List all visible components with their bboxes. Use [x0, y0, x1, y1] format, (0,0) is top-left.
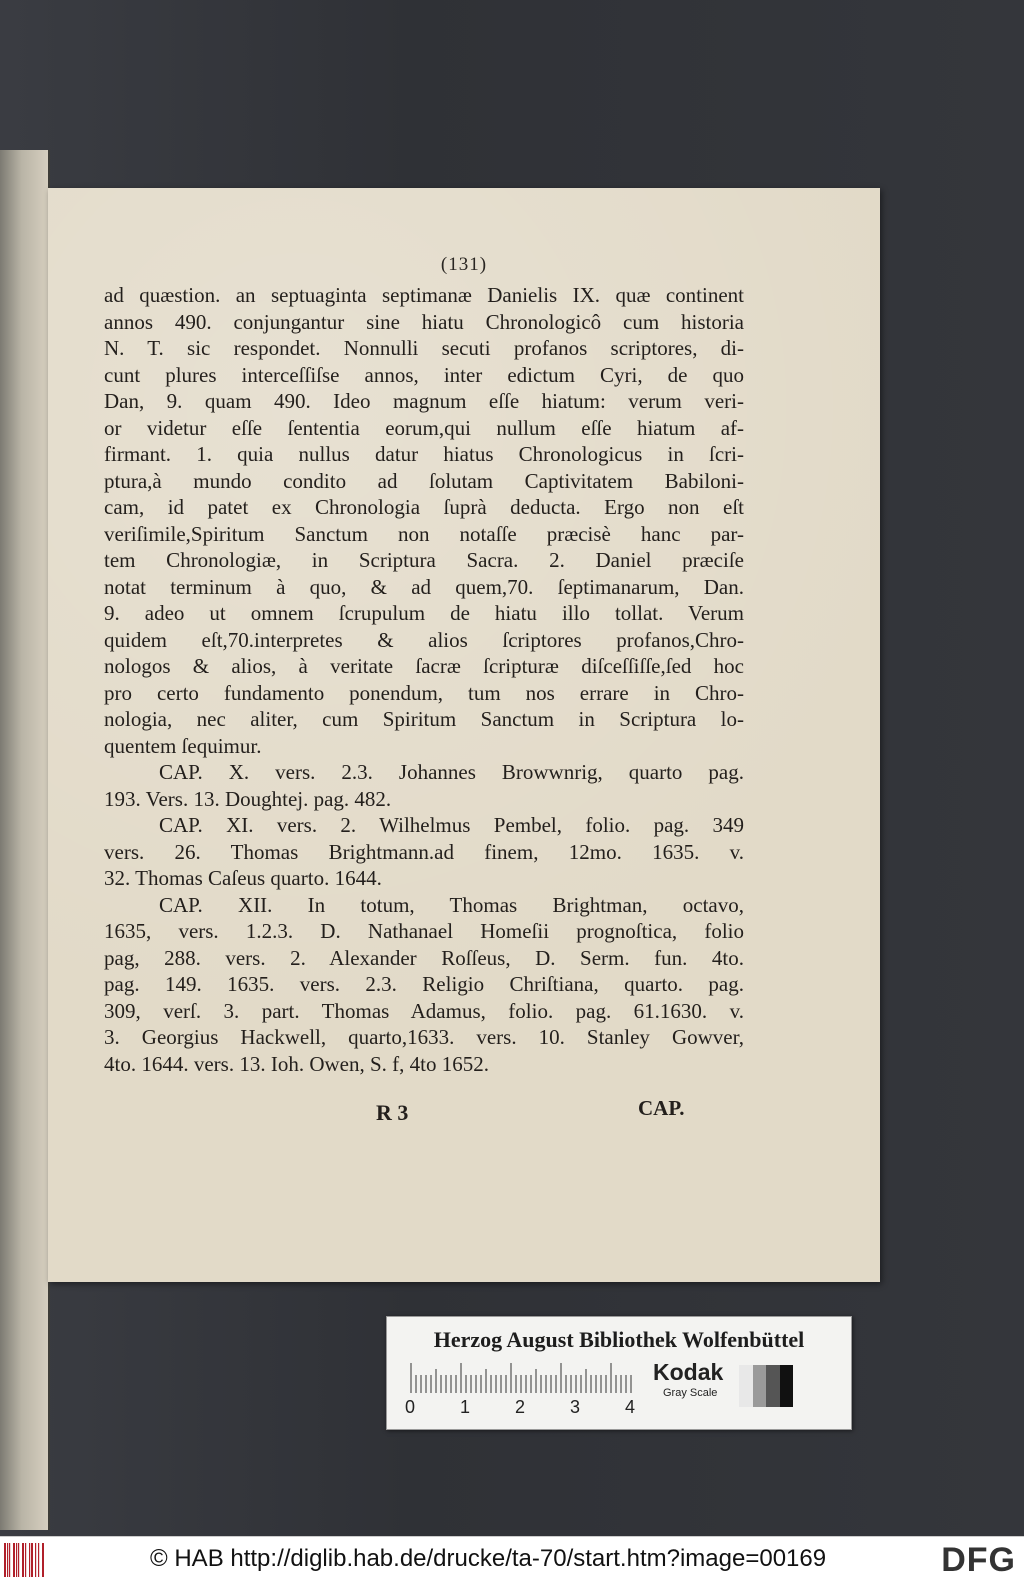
body-text [104, 282, 744, 1077]
text-line: CAP. X. vers. 2.3. Johannes Browwnrig, quarto pag. [159, 760, 744, 784]
ruler-icon [409, 1363, 639, 1397]
catchword: CAP. [638, 1096, 685, 1120]
ruler-number: 1 [460, 1397, 471, 1417]
text-line: pag. 149. 1635. vers. 2.3. Religio Chriſtiana, quarto. pag. [104, 972, 744, 996]
text-line: ad quæstion. an septuaginta septimanæ Danielis IX. quæ continent [104, 283, 744, 307]
text-line: tem Chronologiæ, in Scriptura Sacra. 2. Daniel præciſe [104, 548, 744, 572]
text-line: CAP. XII. In totum, Thomas Brightman, octavo, [159, 892, 744, 917]
text-line: nologia, nec aliter, cum Spiritum Sanctum in Scriptura lo- [104, 707, 744, 731]
text-line: firmant. 1. quia nullus datur hiatus Chronologicus in ſcri- [104, 442, 744, 466]
copyright-url: © HAB http://diglib.hab.de/drucke/ta-70/start.htm?image=00169 [150, 1545, 827, 1572]
text-line: 309, verſ. 3. part. Thomas Adamus, folio. pag. 61.1630. v. [104, 998, 744, 1023]
text-line: N. T. sic respondet. Nonnulli secuti profanos scriptores, di- [104, 336, 744, 360]
previous-page-edge [0, 150, 50, 1530]
text-line: nologos & alios, à veritate ſacræ ſcripturæ diſceſſiſſe,ſed hoc [104, 654, 744, 678]
gray-scale-patch-icon [739, 1365, 793, 1407]
ruler-number: 2 [515, 1397, 526, 1417]
book-page [48, 188, 880, 1282]
text-line: or videtur eſſe ſententia eorum,qui nullum eſſe hiatum af- [104, 415, 744, 440]
text-line: cunt plures interceſſiſse annos, inter edictum Cyri, de quo [104, 362, 744, 387]
ruler-numbers [405, 1397, 645, 1421]
ruler-number: 3 [570, 1397, 581, 1417]
barcode-icon [4, 1543, 46, 1577]
text-line: Dan, 9. quam 490. Ideo magnum eſſe hiatum: verum veri- [104, 389, 744, 413]
footer-bar [0, 1536, 1024, 1583]
text-line: CAP. XI. vers. 2. Wilhelmus Pembel, folio. pag. 349 [159, 813, 744, 837]
text-line: annos 490. conjungantur sine hiatu Chronologicô cum historia [104, 309, 744, 334]
text-line: 4to. 1644. vers. 13. Ioh. Owen, S. f, 4to 1652. [104, 1051, 489, 1076]
text-line: pro certo fundamento ponendum, tum nos errare in Chro- [104, 680, 744, 705]
text-line: quentem ſequimur. [104, 733, 262, 758]
text-line: 3. Georgius Hackwell, quarto,1633. vers. 10. Stanley Gowver, [104, 1025, 744, 1049]
gray-scale-label: Gray Scale [663, 1387, 718, 1399]
text-line: 1635, vers. 1.2.3. D. Nathanael Homeſii prognoſtica, folio [104, 919, 744, 943]
kodak-brand: Kodak [653, 1359, 724, 1385]
ruler-number: 0 [405, 1397, 416, 1417]
text-line: cam, id patet ex Chronologia ſuprà deducta. Ergo non eſt [104, 495, 744, 519]
text-line: quidem eſt,70.interpretes & alios ſcriptores profanos,Chro- [104, 627, 744, 652]
signature-mark: R 3 [376, 1100, 409, 1125]
dfg-logo: DFG [941, 1541, 1016, 1579]
text-line: notat terminum à quo, & ad quem,70. ſeptimanarum, Dan. [104, 574, 744, 599]
text-line: veriſimile,Spiritum Sanctum non notaſſe præcisè hanc par- [104, 521, 744, 546]
page-number: (131) [440, 254, 488, 275]
text-line: vers. 26. Thomas Brightmann.ad finem, 12mo. 1635. v. [104, 839, 744, 864]
color-calibration-card [386, 1316, 852, 1430]
text-line: pag, 288. vers. 2. Alexander Roſſeus, D. Serm. fun. 4to. [104, 945, 744, 970]
library-name: Herzog August Bibliothek Wolfenbüttel [433, 1327, 805, 1352]
text-line: ptura,à mundo condito ad ſolutam Captivitatem Babiloni- [104, 468, 744, 493]
text-line: 193. Vers. 13. Doughtej. pag. 482. [104, 786, 392, 811]
ruler-number: 4 [625, 1397, 636, 1417]
text-line: 9. adeo ut omnem ſcrupulum de hiatu illo tollat. Verum [104, 601, 744, 625]
text-line: 32. Thomas Caſeus quarto. 1644. [104, 866, 382, 890]
